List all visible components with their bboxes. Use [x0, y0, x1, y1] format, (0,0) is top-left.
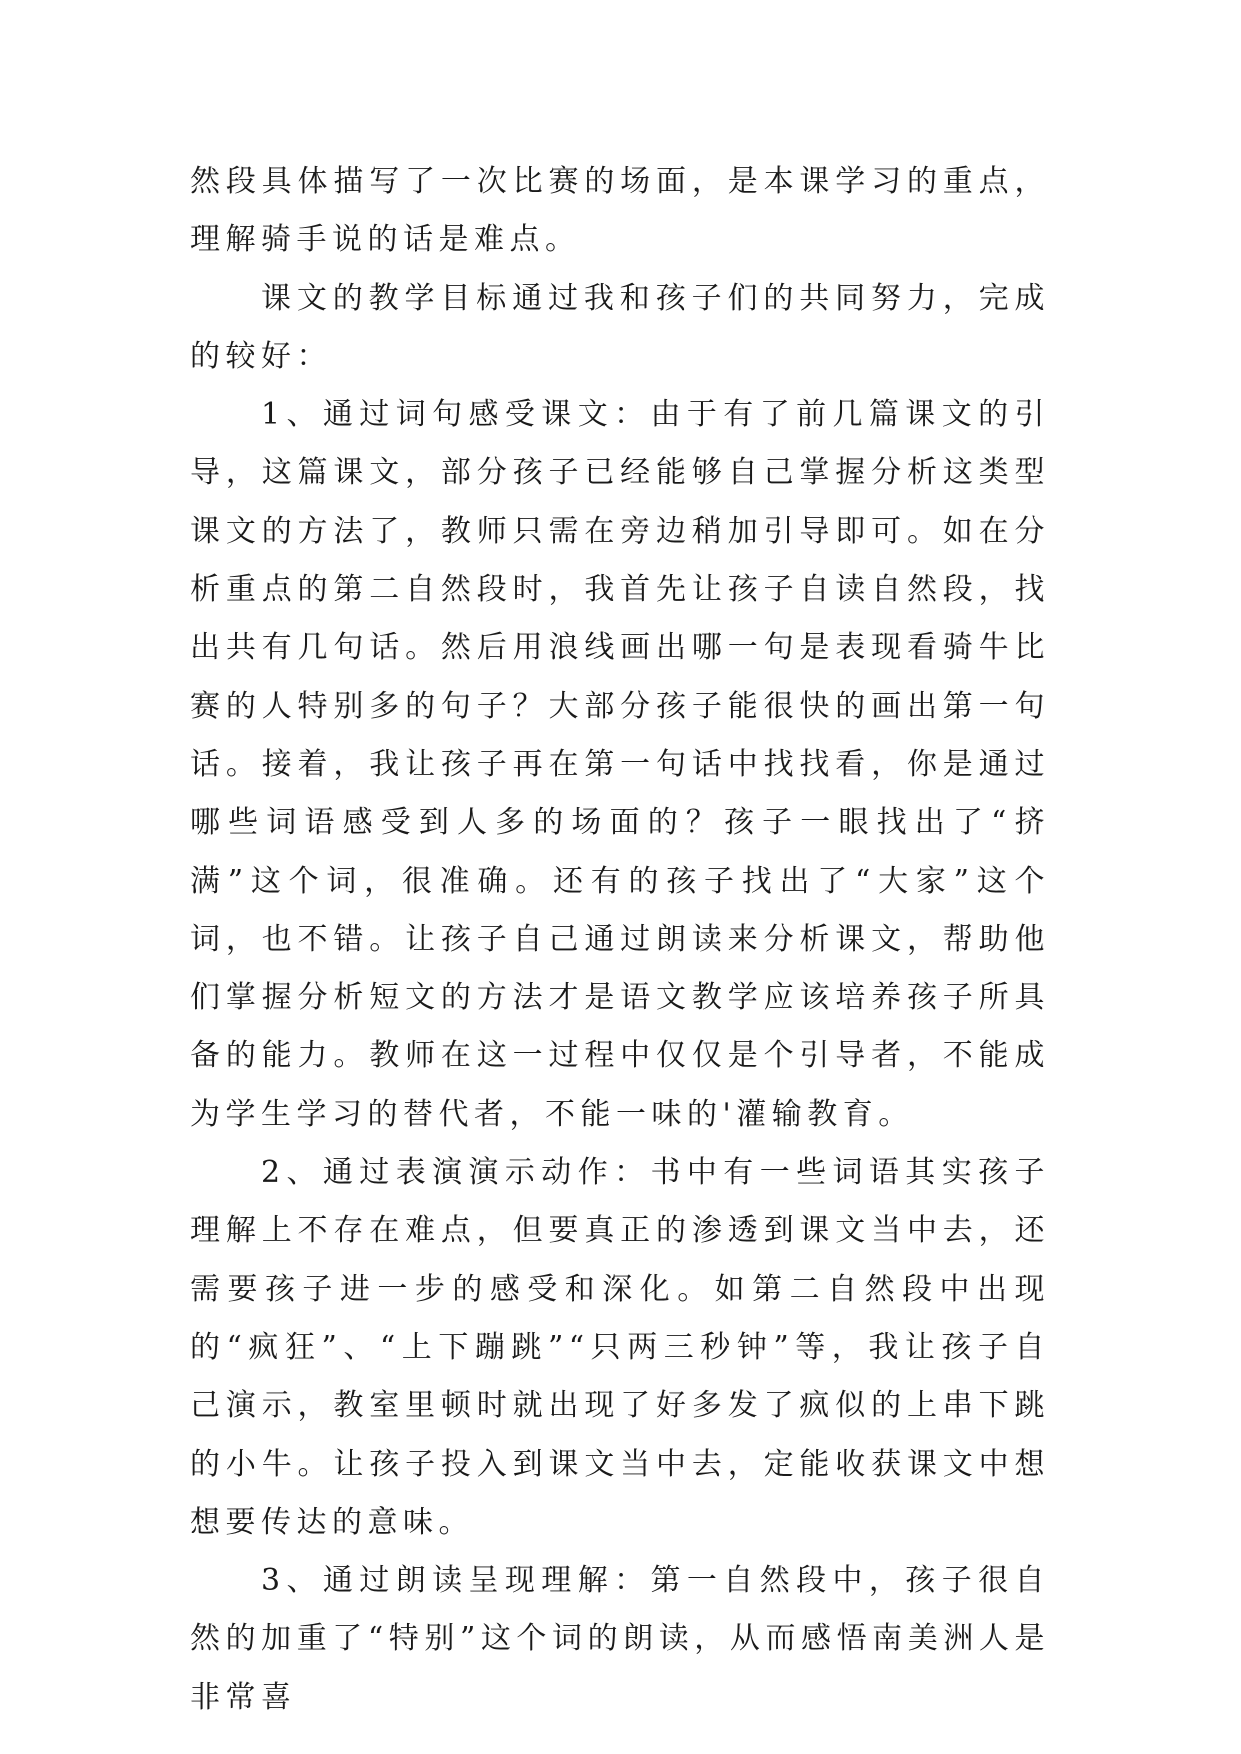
- paragraph-continuation: 然段具体描写了一次比赛的场面，是本课学习的重点，理解骑手说的话是难点。: [190, 164, 1050, 258]
- paragraph-teaching-goals: 课文的教学目标通过我和孩子们的共同努力，完成的较好：: [190, 280, 1050, 374]
- paragraph-point-1: 1、通过词句感受课文：由于有了前几篇课文的引导，这篇课文，部分孩子已经能够自己掌握分析这类型课文的方法了，教师只需在旁边稍加引导即可。如在分析重点的第二自然段时，我首先让孩子自读自然段，找出共有几句话。然后用浪线画出哪一句是表现看骑牛比赛的人特别多的句子？大部分孩子能很快的画出第一句话。接着，我让孩子再在第一句话中找找看，你是通过哪些词语感受到人多的场面的？孩子一眼找出了“挤满”这个词，很准确。还有的孩子找出了“大家”这个词，也不错。让孩子自己通过朗读来分析课文，帮助他们掌握分析短文的方法才是语文教学应该培养孩子所具备的能力。教师在这一过程中仅仅是个引导者，不能成为学生学习的替代者，不能一味的'灌输教育。: [190, 397, 1050, 1132]
- paragraph-point-2: 2、通过表演演示动作：书中有一些词语其实孩子理解上不存在难点，但要真正的渗透到课文当中去，还需要孩子进一步的感受和深化。如第二自然段中出现的“疯狂”、“上下蹦跳”“只两三秒钟”等，我让孩子自己演示，教室里顿时就出现了好多发了疯似的上串下跳的小牛。让孩子投入到课文当中去，定能收获课文中想想要传达的意味。: [190, 1155, 1050, 1540]
- paragraph-point-3: 3、通过朗读呈现理解：第一自然段中，孩子很自然的加重了“特别”这个词的朗读，从而感悟南美洲人是非常喜: [190, 1563, 1050, 1715]
- document-body: [190, 153, 1050, 1727]
